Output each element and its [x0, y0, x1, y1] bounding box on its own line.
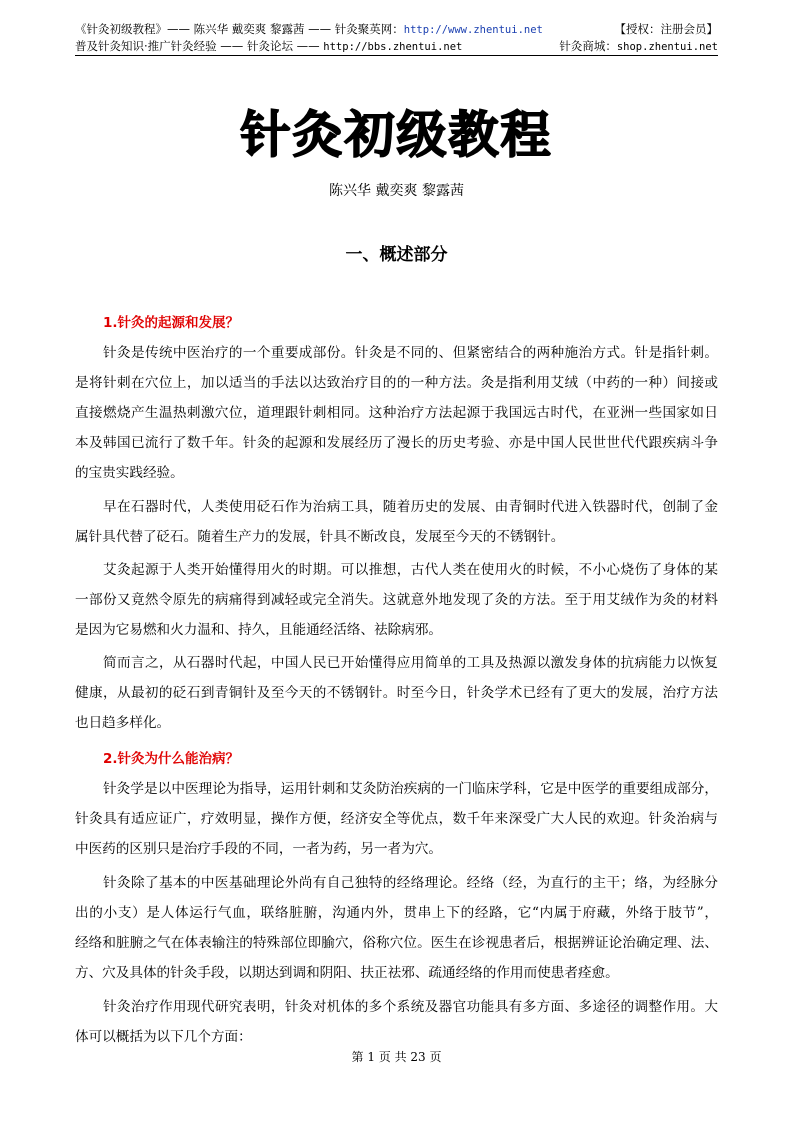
text-line: 中医药的区别只是治疗手段的不同，一者为药，另一者为穴。	[75, 841, 443, 857]
text-line: 早在石器时代，人类使用砭石作为治病工具，随着历史的发展、由青铜时代进入铁器时代，创制了金	[103, 499, 718, 515]
section-heading: 一、概述部分	[345, 245, 448, 265]
text-line: 简而言之，从石器时代起，中国人民已开始懂得应用简单的工具及热源以激发身体的抗病能力以恢复	[103, 655, 718, 671]
subheading: 1.针灸的起源和发展？	[103, 315, 240, 331]
header-text: 普及针灸知识·推广针灸经验 —— 针灸论坛 ——	[75, 39, 320, 53]
forum-link[interactable]: http://bbs.zhentui.net	[323, 41, 463, 53]
text-line: 针灸治疗作用现代研究表明，针灸对机体的多个系统及器官功能具有多方面、多途径的调整作用。大	[103, 999, 718, 1015]
text-line: 的宝贵实践经验。	[75, 465, 184, 481]
header-text: 《针灸初级教程》—— 陈兴华 戴奕爽 黎露茜 —— 针灸聚英网：	[75, 22, 404, 36]
header-row-2	[75, 38, 718, 54]
text-line: 针灸除了基本的中医基础理论外尚有自己独特的经络理论。经络（经，为直行的主干；络，为经脉分	[103, 875, 718, 891]
authors: 陈兴华 戴奕爽 黎露茜	[329, 183, 464, 199]
text-line: 本及韩国已流行了数千年。针灸的起源和发展经历了漫长的历史考验、亦是中国人民世世代代跟疾病斗争	[75, 435, 718, 451]
page-number: 第 1 页 共 23 页	[351, 1050, 442, 1064]
subheading: 2.针灸为什么能治病？	[103, 751, 240, 767]
text-line: 针灸具有适应证广，疗效明显，操作方便，经济安全等优点，数千年来深受广大人民的欢迎。针灸治病与	[75, 811, 718, 827]
text-line: 直接燃烧产生温热刺激穴位，道理跟针刺相同。这种治疗方法起源于我国远古时代，在亚洲一些国家如日	[75, 405, 718, 421]
license-badge: 【授权：注册会员】	[614, 22, 718, 36]
text-line: 是因为它易燃和火力温和、持久，且能通经活络、祛除病邪。	[75, 622, 443, 638]
text-line: 艾灸起源于人类开始懂得用火的时期。可以推想，古代人类在使用火的时候，不小心烧伤了身体的某	[103, 562, 718, 578]
text-line: 属针具代替了砭石。随着生产力的发展，针具不断改良，发展至今天的不锈钢针。	[75, 529, 565, 545]
text-line: 一部份又竟然令原先的病痛得到减轻或完全消失。这就意外地发现了灸的方法。至于用艾绒作为灸的材料	[75, 592, 718, 608]
text-line: 出的小支）是人体运行气血，联络脏腑，沟通内外，贯串上下的经路，它“内属于府藏，外络于肢节”，	[75, 905, 718, 921]
text-line: 也日趋多样化。	[75, 715, 171, 731]
text-line: 针灸是传统中医治疗的一个重要成部份。针灸是不同的、但紧密结合的两种施治方式。针是指针刺。	[103, 345, 718, 361]
text-line: 体可以概括为以下几个方面：	[75, 1029, 252, 1045]
document-title: 针灸初级教程	[240, 106, 553, 164]
shop-link[interactable]: shop.zhentui.net	[616, 41, 718, 53]
text-line: 经络和脏腑之气在体表输注的特殊部位即腧穴，俗称穴位。医生在诊视患者后，根据辨证论治确定理、法、	[75, 935, 718, 951]
text-line: 健康，从最初的砭石到青铜针及至今天的不锈钢针。时至今日，针灸学术已经有了更大的发展，治疗方法	[75, 685, 718, 701]
header-divider	[75, 55, 718, 56]
site-link[interactable]: http://www.zhentui.net	[403, 24, 543, 36]
text-line: 是将针刺在穴位上，加以适当的手法以达致治疗目的的一种方法。灸是指利用艾绒（中药的一种）间接或	[75, 375, 718, 391]
text-line: 方、穴及具体的针灸手段，以期达到调和阴阳、扶正祛邪、疏通经络的作用而使患者痊愈。	[75, 965, 619, 981]
text-line: 针灸学是以中医理论为指导，运用针刺和艾灸防治疾病的一门临床学科，它是中医学的重要组成部分，	[103, 781, 718, 797]
header-row-1	[75, 21, 718, 37]
shop-label: 针灸商城：	[559, 39, 617, 53]
